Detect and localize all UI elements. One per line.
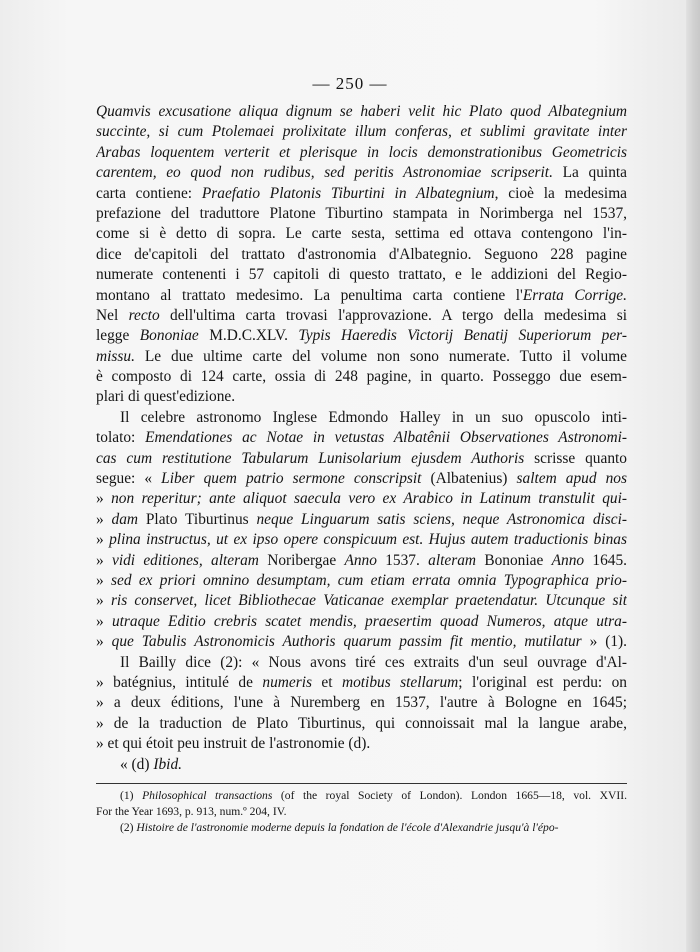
roman-text: » [96,612,112,630]
text-line [96,347,627,367]
italic-text: que Tabulis Astronomicis Authoris quarum passim fit mentio, mutilatur [111,633,582,651]
text-line [96,306,627,326]
text-line [96,326,627,346]
italic-text: succinte, si cum Ptolemaei prolixitate illum conferas, et sublimi gravitate inter [96,123,627,141]
roman-text: » [96,592,111,610]
italic-text: neque Linguarum satis sciens, neque Astronomica disci- [256,510,627,528]
roman-text: » (1). [581,633,627,651]
italic-text: Liber quem patrio sermone conscripsit [161,470,422,488]
italic-text: carentem, eo quod non rudibus, sed peritis Astronomiae scripserit. [96,164,553,182]
roman-text: segue: « [96,470,162,488]
italic-text: non reperitur; ante aliquot saecula vero ex Arabico in Latinum transtulit qui- [111,490,627,508]
text-line [96,449,627,469]
text-line [96,755,627,775]
roman-text: tolato: [96,429,146,447]
roman-text: Bononiae [476,551,552,569]
roman-text: Plato Tiburtinus [138,510,257,528]
text-line [96,224,627,244]
paragraph-bailly [96,653,627,775]
italic-text: motibus stellarum [341,673,459,691]
roman-text: legge [96,327,140,345]
roman-text: dice de'capitoli del trattato d'astronomia d'Albategnio. Seguono 228 pagine [96,245,627,263]
roman-text: » batégnius, intitulé de [96,673,263,691]
roman-text: » [96,551,112,569]
text-line [96,367,627,387]
text-line [96,428,627,448]
roman-text: » a deux éditions, l'une à Nuremberg en 1537, l'autre à Bologne en 1645; [96,694,627,712]
roman-text: (1) [120,788,143,802]
text-line [96,510,627,530]
footnote-line [96,788,627,804]
italic-text: Bononiae [139,327,199,345]
footnote-line [96,804,627,820]
text-line [96,102,627,122]
roman-text: » [96,490,112,508]
italic-text: Emendationes ac Notae in vetustas Albatênii Observationes Astronomi- [145,429,627,447]
footnotes [96,788,627,836]
text-line [96,591,627,611]
text-line [96,571,627,591]
roman-text: Il Bailly dice (2): « Nous avons tiré ces extraits d'un seul ouvrage d'Al- [120,653,627,671]
roman-text: 1537. [376,551,429,569]
roman-text: Il celebre astronomo Inglese Edmondo Halley in un suo opuscolo inti- [120,408,627,426]
italic-text: Philosophical transactions [142,788,273,802]
text-line [96,612,627,632]
text-line [96,530,627,550]
roman-text: et [311,673,342,691]
roman-text: numerate contenenti i 57 capitoli di questo trattato, e le addizioni del Regio- [96,266,627,284]
text-line [96,632,627,652]
italic-text: Anno [551,551,585,569]
roman-text: scrisse quanto [524,449,627,467]
text-line [96,693,627,713]
text-line [96,673,627,693]
italic-text: cas cum restitutione Tabularum Lunisolarium ejusdem Authoris [96,449,525,467]
roman-text: (Albatenius) [421,470,517,488]
roman-text: » [96,571,111,589]
text-line [96,204,627,224]
text-line [96,408,627,428]
roman-text: 1645. [584,551,627,569]
text-line [96,714,627,734]
italic-text: alteram [428,551,477,569]
text-line [96,653,627,673]
paragraph-halley [96,408,627,653]
italic-text: Quamvis excusatione aliqua dignum se haberi velit hic Plato quod Albategnium [96,103,627,120]
roman-text: » [96,531,110,549]
italic-text: utraque Editio crebris scatet mendis, praesertim quoad Numeros, atque utra- [111,612,627,630]
italic-text: Errata Corrige. [522,286,627,304]
roman-text: ; l'original est perdu: on [458,673,627,691]
text-line [96,265,627,285]
italic-text: Arabas loquentem verterit et plerisque in locis demonstrationibus Geometricis [96,143,627,161]
italic-text: Histoire de l'astronomie moderne depuis la fondation de l'école d'Alexandrie jusqu'à l'épo- [136,820,559,834]
italic-text: recto [128,306,160,324]
text-line [96,469,627,489]
italic-text: Ibid. [153,755,182,773]
text-line [96,122,627,142]
italic-text: sed ex priori omnino desumptam, cum etiam errata omnia Typographica prio- [111,571,627,589]
italic-text: missu. [96,347,135,365]
roman-text: » [96,633,112,651]
italic-text: ris conservet, licet Bibliothecae Vaticanae exemplar praetendatur. Utcunque sit [110,592,627,610]
roman-text: plari di quest'edizione. [96,388,236,406]
page-edge-shadow [686,0,700,952]
roman-text: carta contiene: [96,184,202,202]
text-flow [96,102,627,836]
roman-text: Nel [96,306,129,324]
italic-text: dam [111,510,139,528]
roman-text: La quinta [552,164,627,182]
text-line [96,143,627,163]
text-line [96,163,627,183]
italic-text: Praefatio Platonis Tiburtini in Albategnium [201,184,495,202]
text-line [96,734,627,754]
footnote-line [96,820,627,836]
roman-text: è composto di 124 carte, ossia di 248 pagine, in quarto. Posseggo due esem- [96,368,627,386]
roman-text: prefazione del traduttore Platone Tiburtino stampata in Norimberga nel 1537, [96,204,627,222]
roman-text: M.D.C.XLV. [198,327,299,345]
italic-text: vidi editiones, alteram [111,551,259,569]
roman-text: (2) [120,820,137,834]
main-text [96,102,627,775]
roman-text: » et qui étoit peu instruit de l'astronomie (d). [96,735,371,753]
text-line [96,245,627,265]
paragraph-description [96,102,627,408]
roman-text: For the Year 1693, p. 913, num.º 204, IV. [96,804,287,818]
footnote-divider [96,783,627,784]
roman-text: » [96,510,112,528]
roman-text: Noribergae [258,551,345,569]
italic-text: saltem apud nos [516,470,627,488]
roman-text: , cioè la medesima [494,184,627,202]
text-line [96,387,627,407]
italic-text: Typis Haeredis Victorij Benatij Superiorum per- [298,327,627,345]
roman-text: Le due ultime carte del volume non sono numerate. Tutto il volume [134,347,627,365]
text-line [96,551,627,571]
roman-text: dell'ultima carta trovasi l'approvazione. A tergo della medesima si [159,306,627,324]
italic-text: Anno [344,551,377,569]
roman-text: « (d) [120,755,154,773]
roman-text: » de la traduction de Plato Tiburtinus, qui connoissait mal la langue arabe, [96,714,627,732]
page-number: — 250 — [312,74,388,93]
text-line [96,489,627,509]
roman-text: come si è detto di sopra. Le carte sesta, settima ed ottava contengono l'in- [96,225,627,243]
italic-text: numeris [262,673,312,691]
text-line [96,286,627,306]
roman-text: montano al trattato medesimo. La penultima carta contiene l' [96,286,523,304]
roman-text: (of the royal Society of London). London 1665—18, vol. XVII. [272,788,627,802]
italic-text: plina instructus, ut ex ipso opere conspicuum est. Hujus autem traductionis binas [109,531,627,549]
text-line [96,184,627,204]
